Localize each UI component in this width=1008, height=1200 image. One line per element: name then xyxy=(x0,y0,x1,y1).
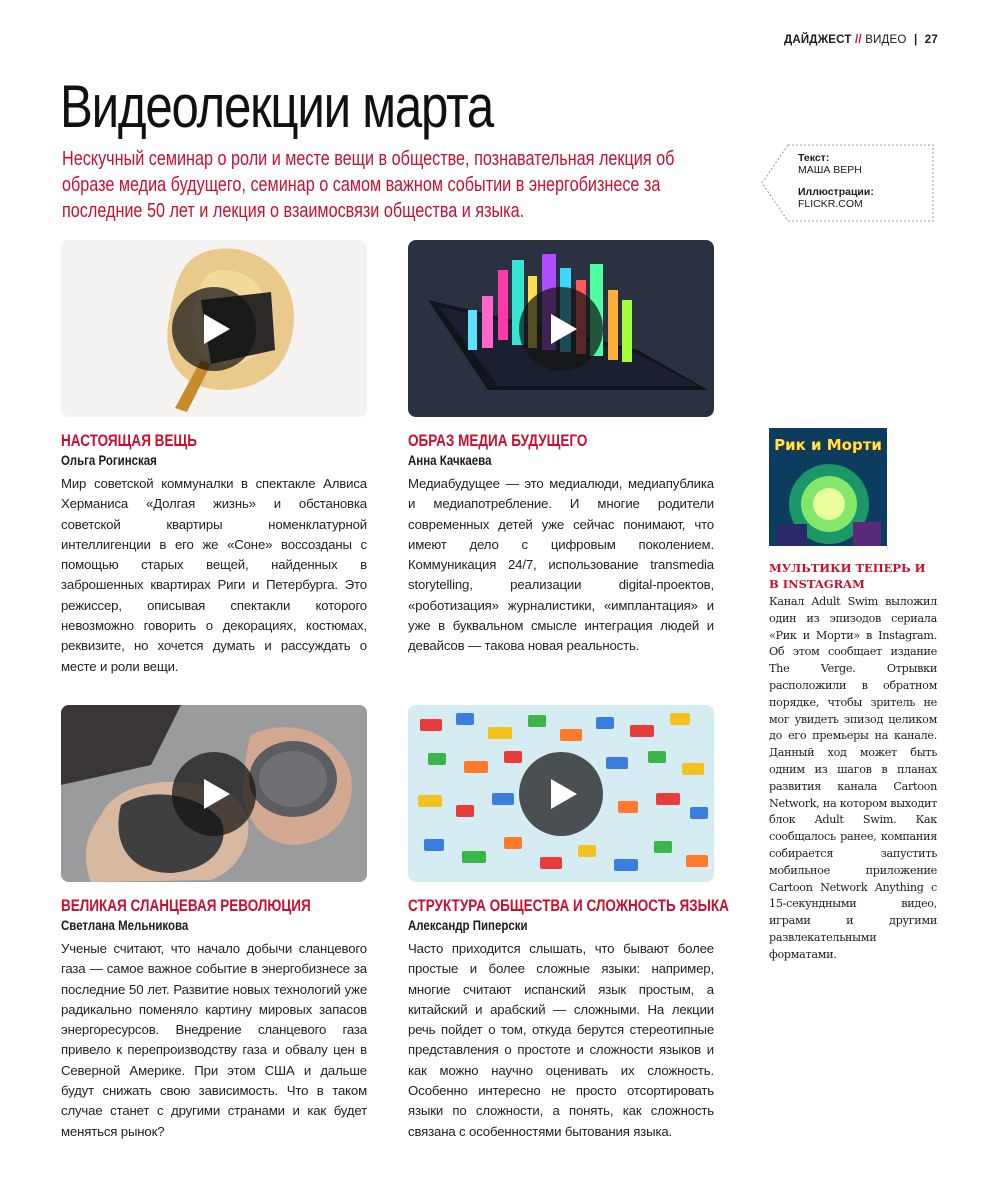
card-body: Часто приходится слышать, что бывают более простые и более сложные языки: например, многие считают испанский язык простым, а китайский и арабский — сложными. На лекции речь пойдет о том, откуда берутся стереотипные представления о простоте и сложности языков и как можно научно оценивать их сложность. Особенно интересно не просто отсортировать языки по сложности, а понять, как сложность связана с особенностями бытования языка. xyxy=(408,941,714,1139)
card-title: ВЕЛИКАЯ СЛАНЦЕВАЯ РЕВОЛЮЦИЯ xyxy=(61,897,311,915)
poster-title: Рик и Морти xyxy=(774,436,882,454)
video-card xyxy=(61,240,367,677)
rick-and-morty-poster xyxy=(769,428,887,546)
video-card xyxy=(61,705,367,1142)
credits-text-value: МАША ВЕРН xyxy=(798,164,862,176)
sidebar-title: МУЛЬТИКИ ТЕПЕРЬ И В INSTAGRAM xyxy=(769,561,926,591)
sidebar-news xyxy=(769,428,937,964)
card-author: Александр Пиперски xyxy=(408,917,528,933)
play-icon xyxy=(204,779,230,809)
video-card xyxy=(408,705,729,1142)
section-label: ДАЙДЖЕСТ xyxy=(783,34,852,46)
card-title: НАСТОЯЩАЯ ВЕЩЬ xyxy=(61,432,197,450)
credits-text-label: Текст: xyxy=(798,152,830,164)
play-button[interactable] xyxy=(172,752,256,836)
play-button[interactable] xyxy=(519,752,603,836)
page-title: Видеолекции марта xyxy=(60,73,493,140)
page-number: 27 xyxy=(924,34,938,46)
play-button[interactable] xyxy=(519,287,603,371)
play-icon xyxy=(551,779,577,809)
sidebar-body: Канал Adult Swim выложил один из эпизодов сериала «Рик и Морти» в Instagram. Об этом сообщает издание The Verge. Отрывки расположили в обратном порядке, чтобы зритель не мог увидеть эпизод целиком до его премьеры на канале. Данный ход может быть одним из шагов в планах развития канала Cartoon Network, на котором выходит блок Adult Swim. Как сообщалось ранее, компания собирается запустить мобильное приложение Cartoon Network Anything с 15-секундными видео, играми и другими развлекательными форматами. xyxy=(769,595,937,961)
header-divider: | xyxy=(913,34,918,46)
section-separator: // xyxy=(855,34,862,46)
play-icon xyxy=(551,314,577,344)
card-body: Ученые считают, что начало добычи сланцевого газа — самое важное событие в энергобизнесе за последние 50 лет. Развитие новых технологий уже радикально поменяло картину мировых запасов энергоресурсов. Внедрение сланцевого газа привело к перепроизводству газа и обвалу цен в Северной Америке. При этом США и дальше будут снижать свою зависимость. Что в таком случае станет с другими странами и как будет меняться рынок? xyxy=(61,941,367,1139)
video-thumbnail[interactable] xyxy=(408,240,714,417)
card-author: Анна Качкаева xyxy=(408,452,492,468)
video-thumbnail[interactable] xyxy=(61,240,367,417)
play-button[interactable] xyxy=(172,287,256,371)
card-body: Медиабудущее — это медиалюди, медиапублика и медиапотребление. И многие родители современных детей уже сейчас понимают, что имеют дело с цифровым поколением. Коммуникация 24/7, использование transmedia storytelling, реализации digital-проектов, «роботизация» журналистики, «имплантация» и уже в буквальном смысле интеграция людей и девайсов — такова новая реальность. xyxy=(408,476,714,654)
video-card xyxy=(408,240,714,657)
video-thumbnail[interactable] xyxy=(408,705,714,882)
running-header xyxy=(784,34,938,46)
card-author: Светлана Мельникова xyxy=(61,917,189,933)
subsection-label: ВИДЕО xyxy=(865,34,907,46)
credits-illustration-label: Иллюстрации: xyxy=(798,186,874,198)
video-thumbnail[interactable] xyxy=(61,705,367,882)
play-icon xyxy=(204,314,230,344)
lead-paragraph: Нескучный семинар о роли и месте вещи в обществе, познавательная лекция об образе медиа будущего, семинар о самом важном событии в энергобизнесе за последние 50 лет и лекция о взаимосвязи общества и языка. xyxy=(62,148,675,222)
card-author: Ольга Рогинская xyxy=(61,452,157,468)
card-title: СТРУКТУРА ОБЩЕСТВА И СЛОЖНОСТЬ ЯЗЫКА xyxy=(408,897,729,915)
credits-box xyxy=(760,144,934,222)
credits-illustration-value: FLICKR.COM xyxy=(798,198,863,210)
card-title: ОБРАЗ МЕДИА БУДУЩЕГО xyxy=(408,432,588,450)
card-body: Мир советской коммуналки в спектакле Алвиса Херманиса «Долгая жизнь» и обстановка советской квартиры номенклатурной интеллигенции в его же «Соне» воссозданы с помощью старых вещей, найденных в заброшенных квартирах Риги и Петербурга. Это режиссер, описывая спектакли которого невозможно говорить о декорациях, костюмах, реквизите, но хочется думать и рассуждать о месте и роли вещи. xyxy=(61,476,367,674)
